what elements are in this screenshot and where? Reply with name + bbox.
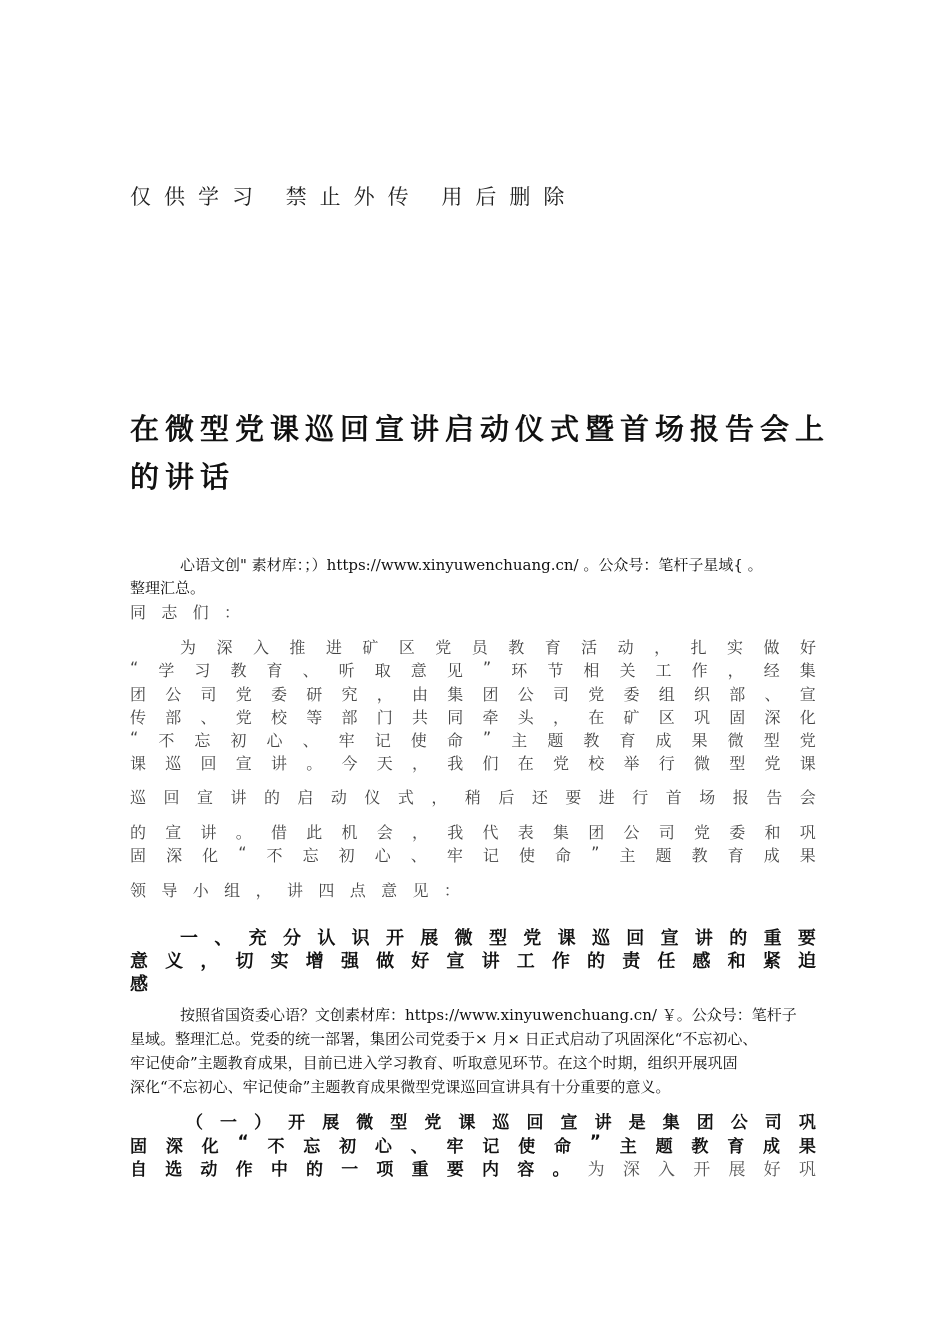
section-heading-line: 意 义 ， 切 实 增 强 做 好 宣 讲 工 作 的 责 任 感 和 紧 迫 (130, 951, 816, 972)
intro-line: “ 学 习 教 育 、 听 取 意 见 ” 环 节 相 关 工 作 ， 经 集 (130, 658, 816, 680)
intro-line: 课 巡 回 宣 讲 。 今 天 ， 我 们 在 党 校 举 行 微 型 党 课 (130, 754, 816, 773)
section-paragraph-line: 星域。整理汇总。党委的统一部署，集团公司党委于× 月× 日正式启动了巩固深化“不忘初心、 (130, 1030, 758, 1048)
subsection-heading-line: 固 深 化 “ 不 忘 初 心 、 牢 记 使 命 ” 主 题 教 育 成 果 (130, 1132, 816, 1157)
subsection-heading-line: （ 一 ） 开 展 微 型 党 课 巡 回 宣 讲 是 集 团 公 司 巩 (186, 1113, 816, 1133)
salutation: 同 志 们 ： (130, 603, 240, 622)
intro-line: 领 导 小 组 ， 讲 四 点 意 见 ： (130, 881, 460, 900)
section-paragraph-line: 牢记使命”主题教育成果，目前已进入学习教育、听取意见环节。在这个时期，组织开展巩固 (130, 1054, 738, 1072)
section-paragraph-line: 按照省国资委心语？文创素材库：https://www.xinyuwenchuang.cn/ ￥。公众号：笔杆子 (180, 1006, 797, 1024)
intro-line: 巡 回 宣 讲 的 启 动 仪 式 ， 稍 后 还 要 进 行 首 场 报 告 会 (130, 788, 816, 807)
subsection-heading-line-3: 自 选 动 作 中 的 一 项 重 要 内 容 。 为 深 入 开 展 好 巩 (130, 1160, 816, 1180)
section-paragraph-line: 深化“不忘初心、牢记使命”主题教育成果微型党课巡回宣讲具有十分重要的意义。 (130, 1078, 671, 1096)
notice-header: 仅供学习 禁止外传 用后删除 (130, 185, 578, 209)
intro-line: “ 不 忘 初 心 、 牢 记 使 命 ” 主 题 教 育 成 果 微 型 党 (130, 728, 816, 750)
title-line-1: 在微型党课巡回宣讲启动仪式暨首场报告会上 (130, 412, 831, 446)
source-line-1: 心语文创" 素材库：；）https://www.xinyuwenchuang.cn/ 。公众号：笔杆子星域{ 。 (180, 556, 763, 574)
section-heading-line: 感 (130, 974, 148, 995)
title-line-2: 的讲话 (130, 460, 236, 494)
intro-line: 团 公 司 党 委 研 究 ， 由 集 团 公 司 党 委 组 织 部 、 宣 (130, 685, 816, 704)
intro-line: 的 宣 讲 。 借 此 机 会 ， 我 代 表 集 团 公 司 党 委 和 巩 (130, 823, 816, 842)
intro-line: 传 部 、 党 校 等 部 门 共 同 牵 头 ， 在 矿 区 巩 固 深 化 (130, 708, 816, 727)
section-heading-line: 一 、 充 分 认 识 开 展 微 型 党 课 巡 回 宣 讲 的 重 要 (180, 928, 816, 949)
intro-line: 固 深 化 “ 不 忘 初 心 、 牢 记 使 命 ” 主 题 教 育 成 果 (130, 843, 816, 865)
intro-line: 为 深 入 推 进 矿 区 党 员 教 育 活 动 ， 扎 实 做 好 (180, 638, 816, 657)
source-line-2: 整理汇总。 (130, 579, 206, 597)
